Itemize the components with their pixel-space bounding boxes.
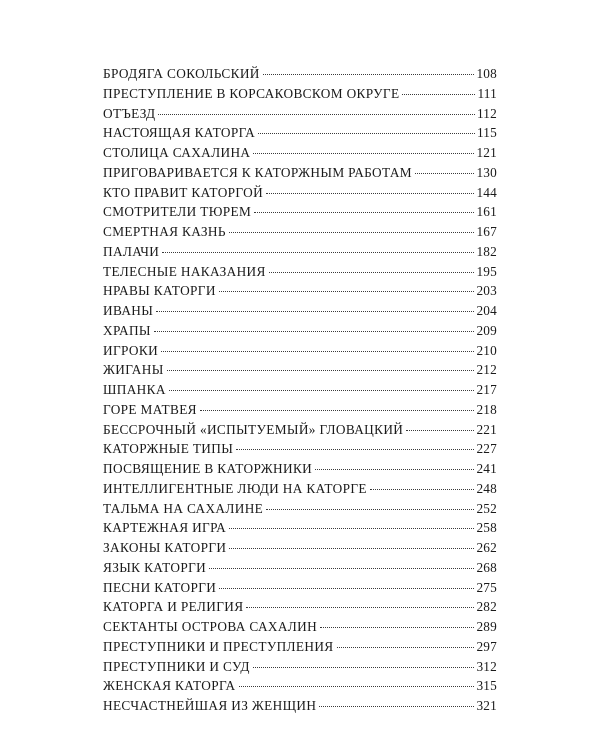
toc-entry-page: 115: [476, 125, 497, 141]
toc-entry-title: БРОДЯГА СОКОЛЬСКИЙ: [103, 66, 260, 81]
dot-leader: [253, 153, 474, 154]
toc-entry-title: ИВАНЫ: [103, 303, 154, 318]
toc-entry-title: КАТОРЖНЫЕ ТИПЫ: [103, 441, 234, 457]
dot-leader: [200, 410, 475, 411]
toc-entry: [103, 459, 497, 479]
toc-entry-page: 289: [476, 619, 497, 634]
toc-entry-title: ЖЕНСКАЯ КАТОРГА: [103, 678, 236, 694]
toc-entry-title: ИГРОКИ: [103, 342, 159, 358]
toc-entry-page: 221: [476, 421, 497, 437]
toc-entry-title: ИНТЕЛЛИГЕНТНЫЕ ЛЮДИ НА КАТОРГЕ: [103, 480, 367, 496]
toc-entry: [103, 657, 497, 677]
toc-entry: [103, 64, 497, 84]
dot-leader: [320, 627, 474, 628]
toc-entry-title: ЯЗЫК КАТОРГИ: [103, 559, 207, 575]
toc-entry: [103, 400, 497, 420]
toc-entry-title: СМЕРТНАЯ КАЗНЬ: [103, 224, 226, 239]
table-of-contents: [103, 64, 497, 716]
toc-entry: [103, 242, 497, 262]
dot-leader: [236, 449, 474, 450]
toc-entry-page: 282: [476, 599, 497, 615]
dot-leader: [246, 607, 474, 608]
toc-entry-page: 275: [476, 579, 497, 595]
toc-entry: [103, 479, 497, 499]
dot-leader: [269, 272, 475, 273]
toc-entry-title: ПРЕСТУПЛЕНИЕ В КОРСАКОВСКОМ ОКРУГЕ: [103, 85, 400, 101]
dot-leader: [229, 528, 474, 529]
toc-entry: [103, 104, 497, 124]
toc-entry-page: 111: [477, 85, 497, 101]
toc-entry: [103, 143, 497, 163]
toc-entry-title: ТАЛЬМА НА САХАЛИНЕ: [103, 500, 264, 516]
toc-entry-title: БЕССРОЧНЫЙ «ИСПЫТУЕМЫЙ» ГЛОВАЦКИЙ: [103, 421, 404, 437]
toc-entry-page: 227: [476, 441, 497, 457]
toc-entry: [103, 380, 497, 400]
dot-leader: [169, 390, 475, 391]
toc-entry: [103, 84, 497, 104]
dot-leader: [337, 647, 475, 648]
dot-leader: [263, 74, 475, 75]
toc-entry-page: 258: [476, 520, 497, 536]
toc-entry: [103, 262, 497, 282]
dot-leader: [266, 509, 474, 510]
dot-leader: [258, 133, 475, 134]
toc-entry: [103, 341, 497, 361]
toc-entry: [103, 617, 497, 637]
toc-entry-page: 203: [476, 283, 497, 299]
dot-leader: [319, 706, 474, 707]
toc-entry-title: ЗАКОНЫ КАТОРГИ: [103, 540, 227, 555]
toc-entry-page: 297: [476, 638, 497, 654]
toc-entry-title: НРАВЫ КАТОРГИ: [103, 283, 216, 299]
toc-entry-page: 161: [476, 204, 497, 220]
toc-entry: [103, 676, 497, 696]
toc-entry-page: 321: [476, 698, 497, 713]
toc-entry-title: ОТЪЕЗД: [103, 105, 156, 121]
toc-entry: [103, 558, 497, 578]
dot-leader: [266, 193, 474, 194]
dot-leader: [406, 430, 474, 431]
dot-leader: [154, 331, 475, 332]
dot-leader: [402, 94, 475, 95]
toc-entry-title: НЕСЧАСТНЕЙШАЯ ИЗ ЖЕНЩИН: [103, 698, 317, 713]
dot-leader: [254, 212, 474, 213]
toc-entry-title: ПРЕСТУПНИКИ И СУД: [103, 658, 250, 674]
toc-entry: [103, 301, 497, 321]
toc-entry-page: 248: [476, 480, 497, 496]
toc-entry-page: 268: [476, 559, 497, 575]
toc-entry-title: ПЕСНИ КАТОРГИ: [103, 579, 217, 595]
toc-entry-page: 212: [476, 362, 497, 378]
toc-entry-title: ПРЕСТУПНИКИ И ПРЕСТУПЛЕНИЯ: [103, 638, 334, 654]
toc-entry-page: 217: [476, 382, 497, 397]
dot-leader: [239, 686, 475, 687]
toc-entry-page: 167: [476, 224, 497, 239]
toc-entry-title: НАСТОЯЩАЯ КАТОРГА: [103, 125, 256, 141]
toc-entry-title: СМОТРИТЕЛИ ТЮРЕМ: [103, 204, 252, 220]
dot-leader: [415, 173, 475, 174]
toc-entry-page: 210: [476, 342, 497, 358]
dot-leader: [253, 667, 475, 668]
dot-leader: [219, 588, 474, 589]
toc-entry: [103, 321, 497, 341]
toc-entry-page: 195: [476, 263, 497, 279]
dot-leader: [229, 232, 475, 233]
toc-entry-title: ПРИГОВАРИВАЕТСЯ К КАТОРЖНЫМ РАБОТАМ: [103, 164, 412, 180]
toc-entry-page: 130: [476, 164, 497, 180]
dot-leader: [315, 469, 474, 470]
toc-entry-title: СТОЛИЦА САХАЛИНА: [103, 145, 251, 160]
toc-entry-page: 262: [476, 540, 497, 555]
dot-leader: [161, 351, 474, 352]
toc-entry-title: КАТОРГА И РЕЛИГИЯ: [103, 599, 244, 615]
toc-entry: [103, 696, 497, 716]
toc-entry: [103, 578, 497, 598]
toc-entry-title: ХРАПЫ: [103, 322, 151, 338]
dot-leader: [158, 114, 475, 115]
toc-entry-page: 209: [476, 322, 497, 338]
dot-leader: [167, 370, 475, 371]
toc-entry-title: КАРТЕЖНАЯ ИГРА: [103, 520, 227, 536]
toc-entry-title: СЕКТАНТЫ ОСТРОВА САХАЛИН: [103, 619, 318, 634]
toc-entry-title: ПАЛАЧИ: [103, 243, 160, 259]
toc-entry-page: 112: [476, 105, 497, 121]
toc-entry: [103, 518, 497, 538]
toc-entry-title: ГОРЕ МАТВЕЯ: [103, 401, 197, 417]
dot-leader: [156, 311, 474, 312]
toc-entry-page: 182: [476, 243, 497, 259]
toc-entry-page: 312: [476, 658, 497, 674]
toc-entry: [103, 637, 497, 657]
toc-entry: [103, 222, 497, 242]
toc-entry-title: ЖИГАНЫ: [103, 362, 164, 378]
toc-entry-title: КТО ПРАВИТ КАТОРГОЙ: [103, 184, 264, 200]
toc-entry-title: ШПАНКА: [103, 382, 166, 397]
toc-entry: [103, 439, 497, 459]
toc-entry: [103, 183, 497, 203]
dot-leader: [209, 568, 474, 569]
toc-entry-page: 315: [476, 678, 497, 694]
toc-entry-page: 108: [476, 66, 497, 81]
dot-leader: [162, 252, 474, 253]
dot-leader: [219, 291, 475, 292]
toc-entry-title: ТЕЛЕСНЫЕ НАКАЗАНИЯ: [103, 263, 266, 279]
toc-entry-page: 241: [476, 461, 497, 476]
toc-entry-title: ПОСВЯЩЕНИЕ В КАТОРЖНИКИ: [103, 461, 313, 476]
toc-entry-page: 252: [476, 500, 497, 516]
toc-entry-page: 218: [476, 401, 497, 417]
toc-entry: [103, 163, 497, 183]
toc-entry: [103, 360, 497, 380]
dot-leader: [370, 489, 475, 490]
toc-entry: [103, 499, 497, 519]
toc-entry: [103, 597, 497, 617]
toc-entry-page: 144: [476, 184, 497, 200]
toc-entry-page: 204: [476, 303, 497, 318]
toc-entry: [103, 202, 497, 222]
toc-entry: [103, 538, 497, 558]
dot-leader: [229, 548, 474, 549]
toc-entry: [103, 420, 497, 440]
toc-entry: [103, 123, 497, 143]
toc-entry-page: 121: [476, 145, 497, 160]
toc-entry: [103, 281, 497, 301]
